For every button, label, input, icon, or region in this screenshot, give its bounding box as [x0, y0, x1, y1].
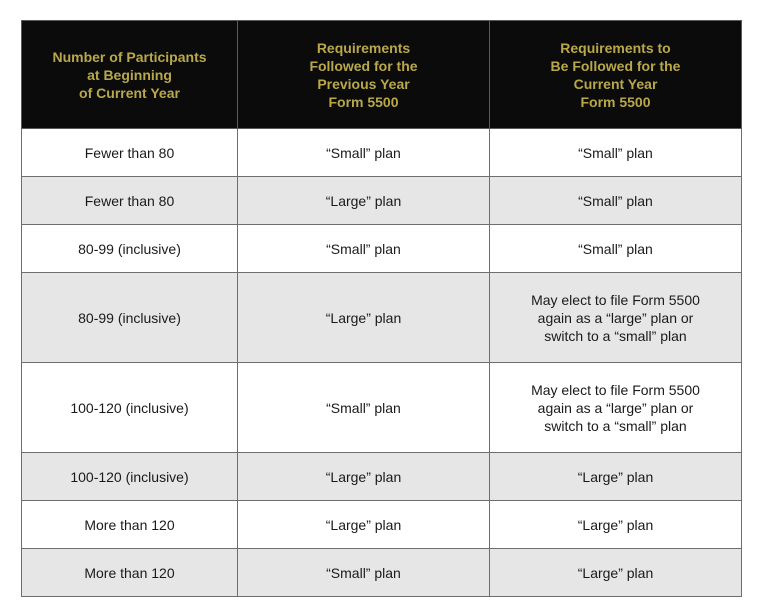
cell-previous-year: “Small” plan [238, 549, 490, 597]
cell-participants: More than 120 [22, 501, 238, 549]
cell-participants: Fewer than 80 [22, 129, 238, 177]
table-row [22, 177, 742, 225]
cell-participants: 100-120 (inclusive) [22, 363, 238, 453]
table-row [22, 363, 742, 453]
header-current-year: Requirements to Be Followed for the Current Year Form 5500 [490, 21, 742, 129]
cell-previous-year: “Small” plan [238, 129, 490, 177]
cell-current-year: “Small” plan [490, 225, 742, 273]
cell-participants: 80-99 (inclusive) [22, 273, 238, 363]
cell-current-year: May elect to file Form 5500 again as a “large” plan or switch to a “small” plan [490, 273, 742, 363]
cell-current-year: “Small” plan [490, 129, 742, 177]
form-5500-requirements-table [21, 20, 741, 597]
cell-current-year: “Large” plan [490, 549, 742, 597]
cell-participants: 80-99 (inclusive) [22, 225, 238, 273]
header-participants: Number of Participants at Beginning of Current Year [22, 21, 238, 129]
cell-participants: 100-120 (inclusive) [22, 453, 238, 501]
cell-previous-year: “Large” plan [238, 453, 490, 501]
table-row [22, 501, 742, 549]
table-row [22, 273, 742, 363]
cell-previous-year: “Large” plan [238, 177, 490, 225]
cell-previous-year: “Small” plan [238, 363, 490, 453]
requirements-table [21, 20, 742, 597]
table-row [22, 129, 742, 177]
cell-current-year: May elect to file Form 5500 again as a “large” plan or switch to a “small” plan [490, 363, 742, 453]
cell-participants: Fewer than 80 [22, 177, 238, 225]
table-row [22, 453, 742, 501]
cell-current-year: “Small” plan [490, 177, 742, 225]
cell-previous-year: “Small” plan [238, 225, 490, 273]
cell-current-year: “Large” plan [490, 453, 742, 501]
cell-previous-year: “Large” plan [238, 273, 490, 363]
cell-current-year: “Large” plan [490, 501, 742, 549]
header-previous-year: Requirements Followed for the Previous Year Form 5500 [238, 21, 490, 129]
cell-previous-year: “Large” plan [238, 501, 490, 549]
table-row [22, 549, 742, 597]
cell-participants: More than 120 [22, 549, 238, 597]
table-header-row [22, 21, 742, 129]
table-row [22, 225, 742, 273]
